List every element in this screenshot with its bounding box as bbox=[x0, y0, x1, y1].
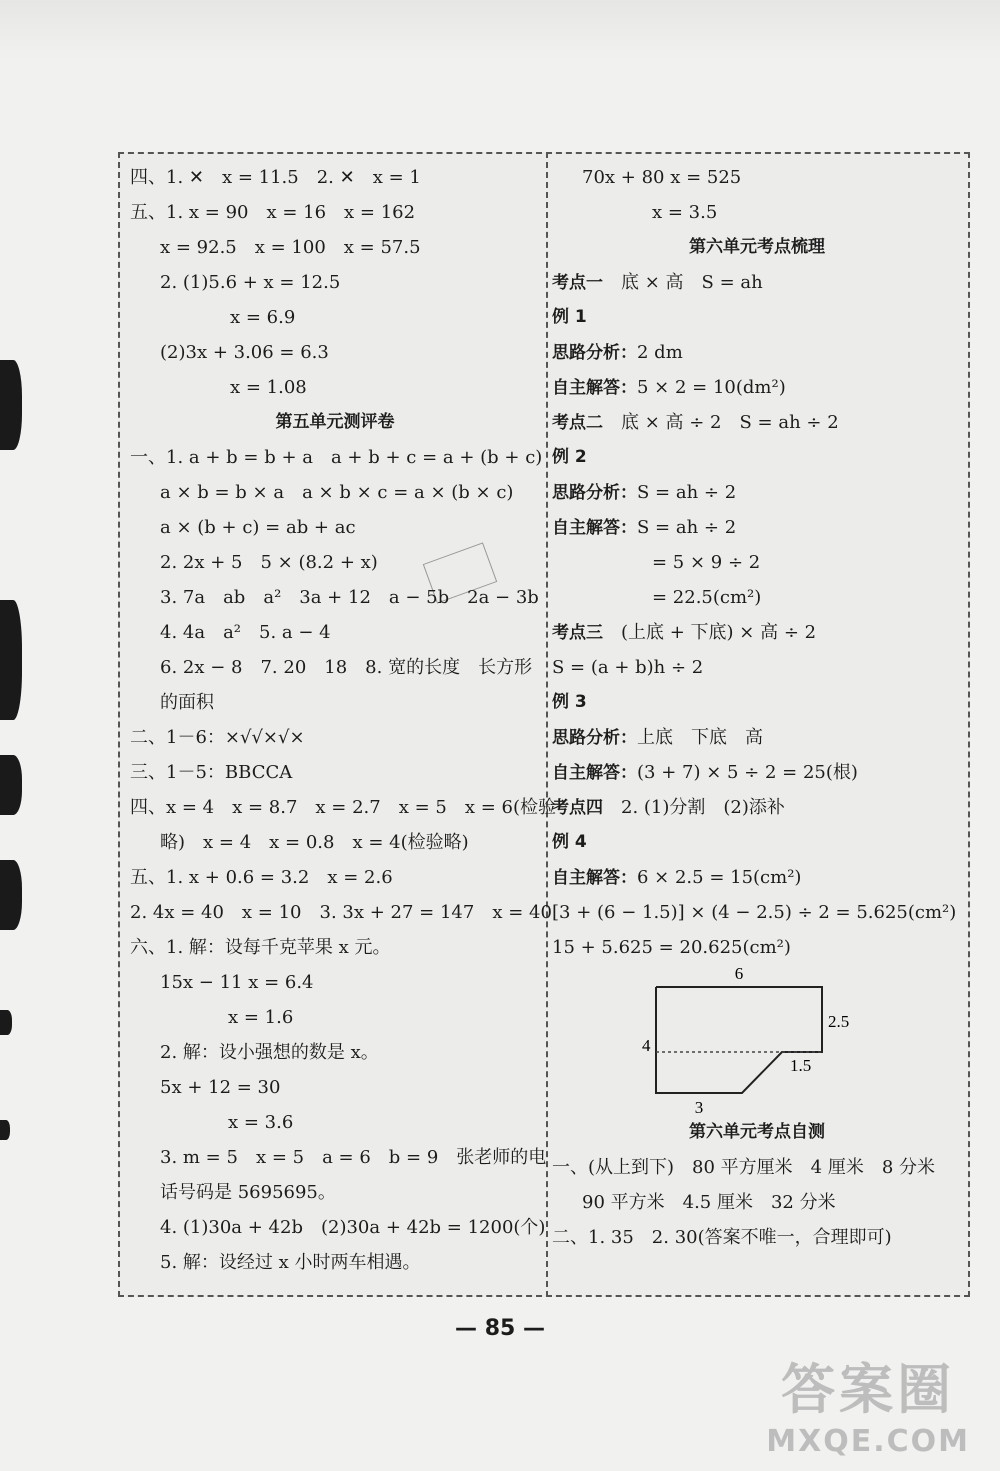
answer-line: 90 平方米 4.5 厘米 32 分米 bbox=[582, 1192, 836, 1213]
example-label: 例 2 bbox=[552, 447, 587, 467]
answer-step: = 22.5(cm²) bbox=[652, 587, 762, 608]
answer-line: 15x − 11 x = 6.4 bbox=[160, 972, 314, 993]
analysis-label: 思路分析： bbox=[552, 483, 637, 503]
answer-line: 四、1. ✕ x = 11.5 2. ✕ x = 1 bbox=[130, 167, 421, 188]
answer-line: 3. 7a ab a² 3a + 12 a − 5b 2a − 3b bbox=[160, 587, 539, 608]
key-point-label: 考点四 bbox=[552, 798, 603, 818]
watermark-line-2: MXQE.COM bbox=[766, 1424, 970, 1459]
section-title: 第六单元考点自测 bbox=[689, 1122, 825, 1142]
key-point-text: 底 × 高 ÷ 2 S = ah ÷ 2 bbox=[621, 412, 839, 433]
answer-line: 略) x = 4 x = 0.8 x = 4(检验略) bbox=[160, 832, 469, 853]
answer-line: 5x + 12 = 30 bbox=[160, 1077, 281, 1098]
section-title: 第六单元考点梳理 bbox=[689, 237, 825, 257]
analysis-line bbox=[552, 335, 962, 370]
answer-line: 一、(从上到下) 80 平方厘米 4 厘米 8 分米 bbox=[552, 1157, 936, 1178]
right-column bbox=[552, 160, 962, 1255]
answer-line: 2. 4x = 40 x = 10 3. 3x + 27 = 147 x = 40 bbox=[130, 902, 552, 923]
key-point-2 bbox=[552, 405, 962, 440]
answer-line: 2. (1)5.6 + x = 12.5 bbox=[160, 272, 341, 293]
answer-line: 五、1. x = 90 x = 16 x = 162 bbox=[130, 202, 416, 223]
answer-line: 3. m = 5 x = 5 a = 6 b = 9 张老师的电 bbox=[160, 1147, 547, 1168]
answer-text: (3 + 7) × 5 ÷ 2 = 25(根) bbox=[637, 762, 858, 783]
key-point-label: 考点三 bbox=[552, 623, 603, 643]
answer-label: 自主解答： bbox=[552, 518, 637, 538]
answer-line: 五、1. x + 0.6 = 3.2 x = 2.6 bbox=[130, 867, 393, 888]
watermark-logo bbox=[766, 1347, 970, 1459]
answer-line: 2. 2x + 5 5 × (8.2 + x) bbox=[160, 552, 378, 573]
answer-text: 5 × 2 = 10(dm²) bbox=[637, 377, 786, 398]
key-point-4 bbox=[552, 790, 962, 825]
analysis-text: 上底 下底 高 bbox=[637, 727, 763, 748]
answer-line: 的面积 bbox=[160, 692, 214, 713]
answer-line bbox=[552, 370, 962, 405]
key-point-text: 2. (1)分割 (2)添补 bbox=[621, 797, 785, 818]
answer-line: 二、1. 35 2. 30(答案不唯一，合理即可) bbox=[552, 1227, 892, 1248]
answer-line bbox=[552, 860, 962, 895]
answer-line: x = 1.08 bbox=[230, 377, 307, 398]
answer-label: 自主解答： bbox=[552, 763, 637, 783]
page-number: — 85 — bbox=[455, 1316, 545, 1341]
answer-line: 4. 4a a² 5. a − 4 bbox=[160, 622, 331, 643]
answer-step: [3 + (6 − 1.5)] × (4 − 2.5) ÷ 2 = 5.625(cm²) bbox=[552, 902, 957, 923]
answer-line: (2)3x + 3.06 = 6.3 bbox=[160, 342, 329, 363]
answer-line: 六、1. 解：设每千克苹果 x 元。 bbox=[130, 937, 391, 958]
example-label: 例 3 bbox=[552, 692, 587, 712]
answer-label: 自主解答： bbox=[552, 378, 637, 398]
margin-blot bbox=[0, 860, 22, 930]
watermark-line-1: 答案圈 bbox=[781, 1358, 956, 1421]
analysis-text: S = ah ÷ 2 bbox=[637, 482, 737, 503]
geometry-figure bbox=[552, 965, 962, 1115]
key-point-text: 底 × 高 S = ah bbox=[621, 272, 763, 293]
example-label: 例 1 bbox=[552, 307, 587, 327]
left-column bbox=[130, 160, 557, 1280]
key-point-text: (上底 + 下底) × 高 ÷ 2 bbox=[621, 622, 817, 643]
analysis-text: 2 dm bbox=[637, 342, 683, 363]
answer-line: x = 1.6 bbox=[228, 1007, 294, 1028]
answer-line: x = 3.5 bbox=[652, 202, 718, 223]
answer-line: 一、1. a + b = b + a a + b + c = a + (b + c) bbox=[130, 447, 543, 468]
label-top: 6 bbox=[734, 965, 744, 983]
analysis-label: 思路分析： bbox=[552, 728, 637, 748]
analysis-line bbox=[552, 475, 962, 510]
shape-outline bbox=[656, 987, 822, 1093]
answer-line: 二、1－6：×√√×√× bbox=[130, 727, 305, 748]
analysis-line bbox=[552, 720, 962, 755]
key-point-3 bbox=[552, 615, 962, 650]
margin-blot bbox=[0, 600, 22, 720]
answer-text: 6 × 2.5 = 15(cm²) bbox=[637, 867, 802, 888]
answer-line: 2. 解：设小强想的数是 x。 bbox=[160, 1042, 379, 1063]
section-title: 第五单元测评卷 bbox=[275, 412, 395, 432]
answer-line: 5. 解：设经过 x 小时两车相遇。 bbox=[160, 1252, 421, 1273]
answer-step: 15 + 5.625 = 20.625(cm²) bbox=[552, 937, 791, 958]
answer-line: a × (b + c) = ab + ac bbox=[160, 517, 356, 538]
label-slant: 1.5 bbox=[790, 1056, 812, 1075]
answer-line: 三、1－5：BBCCA bbox=[130, 762, 293, 783]
key-point-label: 考点二 bbox=[552, 413, 603, 433]
answer-line: x = 6.9 bbox=[230, 307, 296, 328]
analysis-label: 思路分析： bbox=[552, 343, 637, 363]
answer-line: x = 3.6 bbox=[228, 1112, 294, 1133]
scan-edge bbox=[0, 0, 1000, 60]
composite-shape-diagram bbox=[552, 965, 962, 1115]
answer-text: S = ah ÷ 2 bbox=[637, 517, 737, 538]
answer-line: 70x + 80 x = 525 bbox=[582, 167, 742, 188]
answer-line: 话号码是 5695695。 bbox=[160, 1182, 336, 1203]
formula: S = (a + b)h ÷ 2 bbox=[552, 657, 704, 678]
answer-line: 6. 2x − 8 7. 20 18 8. 宽的长度 长方形 bbox=[160, 657, 533, 678]
column-divider bbox=[546, 152, 548, 1297]
answer-line bbox=[552, 510, 962, 545]
key-point-1 bbox=[552, 265, 962, 300]
answer-line bbox=[552, 755, 962, 790]
margin-blot bbox=[0, 360, 22, 450]
label-right: 2.5 bbox=[828, 1012, 850, 1031]
answer-line: a × b = b × a a × b × c = a × (b × c) bbox=[160, 482, 514, 503]
answer-line: x = 92.5 x = 100 x = 57.5 bbox=[160, 237, 421, 258]
margin-blot bbox=[0, 1010, 12, 1035]
answer-line: 4. (1)30a + 42b (2)30a + 42b = 1200(个) bbox=[160, 1217, 546, 1238]
key-point-label: 考点一 bbox=[552, 273, 603, 293]
label-bottom: 3 bbox=[694, 1098, 704, 1115]
margin-blot bbox=[0, 1120, 10, 1140]
label-left: 4 bbox=[642, 1036, 651, 1055]
answer-label: 自主解答： bbox=[552, 868, 637, 888]
answer-step: = 5 × 9 ÷ 2 bbox=[652, 552, 761, 573]
margin-blot bbox=[0, 755, 22, 815]
example-label: 例 4 bbox=[552, 832, 587, 852]
answer-line: 四、x = 4 x = 8.7 x = 2.7 x = 5 x = 6(检验 bbox=[130, 797, 557, 818]
